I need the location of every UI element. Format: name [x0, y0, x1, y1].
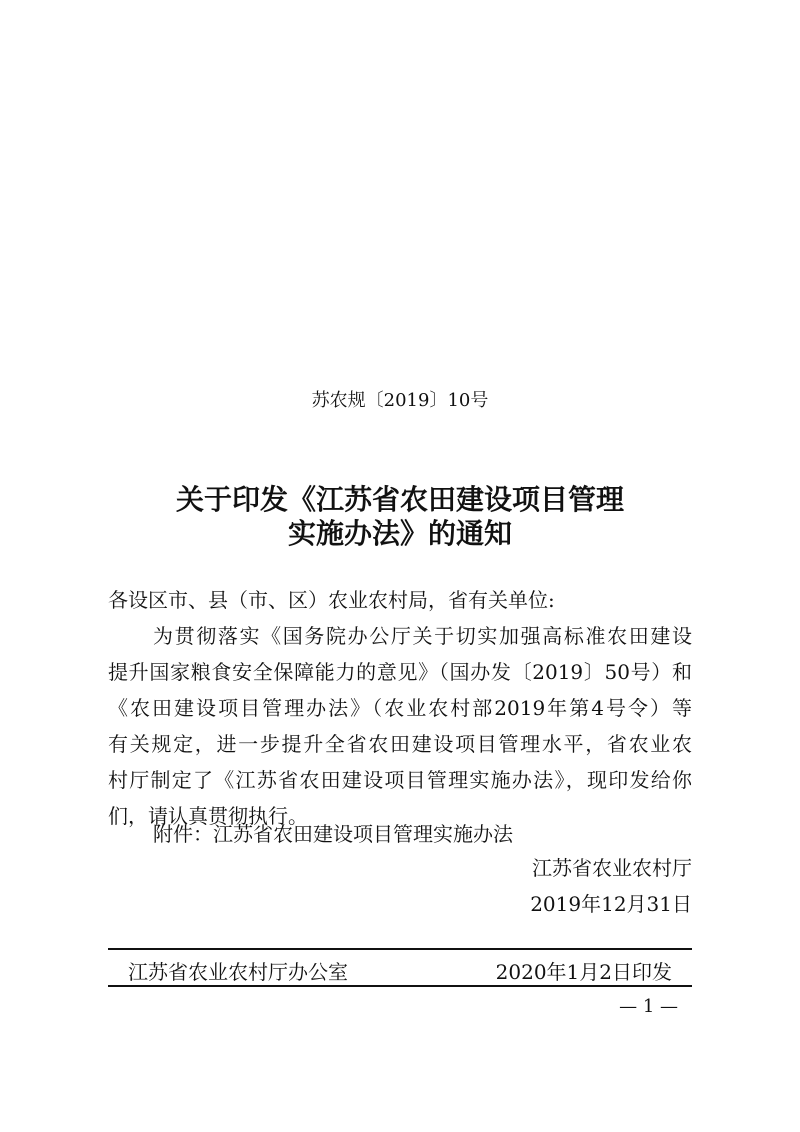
title-line-2: 实施办法》的通知 — [287, 517, 512, 550]
body-line: 有关规定，进一步提升全省农田建设项目管理水平，省农业农 — [108, 732, 692, 756]
footer-issuer: 江苏省农业农村厅办公室 — [128, 960, 348, 984]
footer-bottom-rule — [108, 985, 692, 987]
title-line-1: 关于印发《江苏省农田建设项目管理 — [175, 483, 624, 516]
page-number: — 1 — — [619, 996, 678, 1017]
signature-date: 2019年12月31日 — [530, 892, 692, 916]
signature-org: 江苏省农业农村厅 — [532, 856, 692, 880]
document-number: 苏农规〔2019〕10号 — [311, 390, 489, 411]
body-line: 们，请认真贯彻执行。 — [108, 804, 308, 828]
body-line: 提升国家粮食安全保障能力的意见》（国办发〔2019〕50号）和 — [108, 660, 692, 684]
footer-top-rule — [108, 948, 692, 950]
recipient: 各设区市、县（市、区）农业农村局，省有关单位: — [108, 588, 555, 612]
body-line: 《农田建设项目管理办法》（农业农村部2019年第4号令）等 — [108, 696, 692, 720]
attachment: 附件：江苏省农田建设项目管理实施办法 — [153, 822, 513, 846]
footer-issue-date: 2020年1月2日印发 — [495, 960, 672, 984]
body-line: 村厅制定了《江苏省农田建设项目管理实施办法》，现印发给你 — [108, 768, 692, 792]
body-line: 为贯彻落实《国务院办公厅关于切实加强高标准农田建设 — [153, 624, 692, 648]
